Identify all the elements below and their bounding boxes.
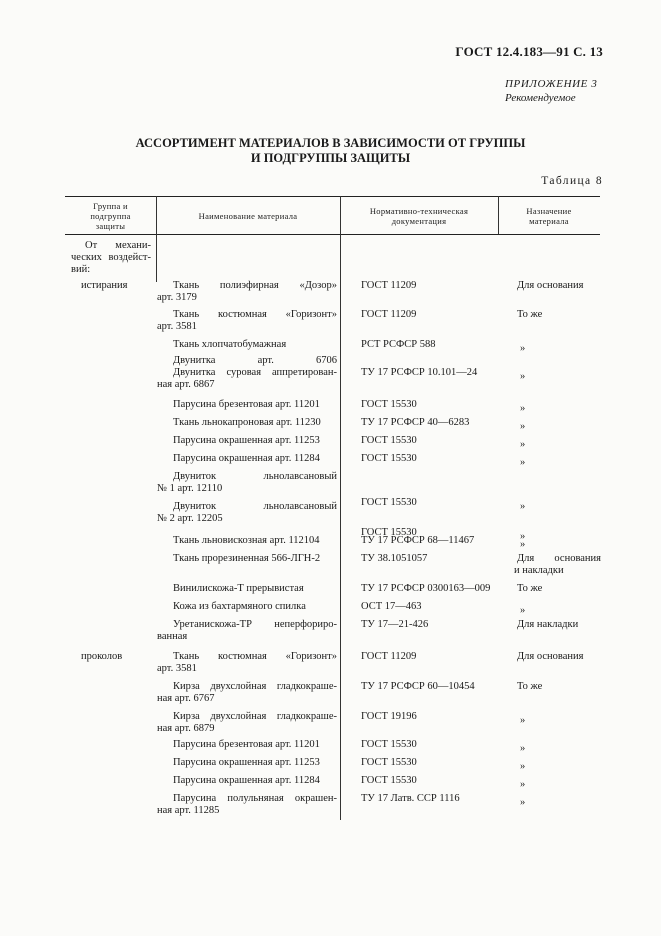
header-documentation: Нормативно-техническая документация [369,206,469,226]
material-purpose [517,280,601,292]
normative-document: ГОСТ 19196 [361,711,417,722]
material-purpose [517,743,601,755]
material-name-line: № 1 арт. 12110 [157,483,223,494]
material-purpose-line: и накладки [514,565,564,576]
material-name-line: Парусина окрашенная арт. 11284 [173,453,320,464]
material-name [157,453,337,465]
normative-document: ТУ 17 РСФСР 68—11467 [361,535,475,546]
material-purpose-line: » [520,715,526,726]
material-purpose [517,619,601,631]
material-purpose-line: » [520,761,526,772]
material-purpose [517,501,601,513]
material-name [157,399,337,411]
normative-document: ГОСТ 15530 [361,453,417,464]
material-name-line: Парусина брезентовая арт. 11201 [173,399,320,410]
material-name [157,619,337,643]
material-purpose [517,371,601,383]
material-name-line: Парусина окрашенная арт. 11253 [173,435,320,446]
material-purpose-line: То же [517,583,543,594]
subgroup-abrasion: истирания [81,280,128,291]
material-name-line: Кирза двухслойная гладкокраше- [173,681,337,692]
material-name [157,535,337,547]
normative-document: ГОСТ 15530 [361,739,417,750]
material-name [157,501,337,525]
normative-document: ГОСТ 15530 [361,527,417,538]
material-purpose [517,439,601,451]
material-purpose [517,779,601,791]
material-name-line: арт. 3179 [157,292,197,303]
material-purpose-line: » [520,403,526,414]
material-name-line: Ткань прорезиненная 566-ЛГН-2 [173,553,321,564]
material-purpose-line: » [520,371,526,382]
material-name-line: ная арт. 6879 [157,723,215,734]
material-purpose-line: » [520,743,526,754]
material-purpose-line: » [520,421,526,432]
material-purpose-line: » [520,343,526,354]
material-purpose-line: То же [517,681,543,692]
material-purpose [517,583,601,595]
normative-document: ТУ 17 РСФСР 0300163—009 [361,583,491,594]
material-purpose [517,681,601,693]
material-name [157,793,337,817]
normative-document: ТУ 17 РСФСР 60—10454 [361,681,475,692]
normative-document: ГОСТ 15530 [361,497,417,508]
material-name-line: Ткань льновискозная арт. 112104 [173,535,320,546]
material-name-line: Двуниток льнолавсановый [173,471,337,482]
material-purpose-line: » [520,797,526,808]
material-name [157,711,337,735]
group-mechanical: От механи- ческих воздейст- вий: [71,240,151,275]
material-name-line: Парусина брезентовая арт. 11201 [173,739,320,750]
material-name [157,339,337,351]
material-purpose [517,651,601,663]
appendix-status: Рекомендуемое [505,92,576,104]
material-name [157,651,337,675]
header-group: Группа и подгруппа защиты [90,201,131,231]
material-name [157,757,337,769]
material-name [157,471,337,495]
header-purpose: Назначение материала [526,206,572,226]
title-line-1: АССОРТИМЕНТ МАТЕРИАЛОВ В ЗАВИСИМОСТИ ОТ ГРУППЫ [135,136,526,150]
materials-table [65,196,600,820]
material-name-line: Винилискожа-Т прерывистая [173,583,304,594]
normative-document: ТУ 38.1051057 [361,553,428,564]
material-name-line: Двуниток льнолавсановый [173,501,337,512]
page-header: ГОСТ 12.4.183—91 С. 13 [455,44,603,59]
material-name [157,435,337,447]
material-purpose [517,403,601,415]
material-name-line: Ткань костюмная «Горизонт» [173,651,337,662]
material-name-line: арт. 3581 [157,321,197,332]
material-purpose-line: » [520,457,526,468]
material-purpose-line: » [520,501,526,512]
table-header-rule [65,234,600,235]
material-name-line: ная арт. 6867 [157,379,215,390]
material-purpose-line: » [520,531,526,542]
normative-document: РСТ РСФСР 588 [361,339,436,350]
normative-document: ГОСТ 15530 [361,399,417,410]
material-name-line: Кожа из бахтармяного спилка [173,601,306,612]
material-name [157,309,337,333]
normative-document: ГОСТ 11209 [361,280,417,291]
normative-document: ГОСТ 11209 [361,309,417,320]
material-purpose [517,343,601,355]
material-name [157,583,337,595]
normative-document: ГОСТ 15530 [361,757,417,768]
material-purpose-line: » [520,605,526,616]
material-name-line: ная арт. 11285 [157,805,220,816]
material-name [157,553,337,565]
material-name [157,601,337,613]
material-purpose [517,761,601,773]
material-name [157,280,337,304]
material-name-line: Парусина окрашенная арт. 11284 [173,775,320,786]
normative-document: ТУ 17—21-426 [361,619,429,630]
header-material-name: Наименование материала [198,211,298,221]
column-divider-2 [340,196,341,820]
material-purpose [517,309,601,321]
material-purpose-line: » [520,539,526,550]
material-name [157,417,337,429]
material-name-line: Кирза двухслойная гладкокраше- [173,711,337,722]
appendix-block [505,77,597,105]
material-purpose [517,421,601,433]
normative-document: ТУ 17 РСФСР 40—6283 [361,417,470,428]
appendix-label: ПРИЛОЖЕНИЕ 3 [505,78,598,90]
material-purpose [517,539,601,551]
material-name [157,739,337,751]
material-name-line: арт. 3581 [157,663,197,674]
material-purpose [517,605,601,617]
normative-document: ТУ 17 Латв. ССР 1116 [361,793,460,804]
normative-document: ГОСТ 11209 [361,651,417,662]
material-name-line: Ткань костюмная «Горизонт» [173,309,337,320]
material-name-line: Ткань льнокапроновая арт. 11230 [173,417,321,428]
material-name-line: Ткань полиэфирная «Дозор» [173,280,337,291]
material-name [157,355,337,391]
material-name [157,775,337,787]
material-purpose [517,715,601,727]
normative-document: ГОСТ 15530 [361,775,417,786]
material-purpose-line: » [520,439,526,450]
material-purpose [517,797,601,809]
material-purpose-line: То же [517,309,543,320]
material-name-line: № 2 арт. 12205 [157,513,223,524]
normative-document: ОСТ 17—463 [361,601,422,612]
normative-document: ТУ 17 РСФСР 10.101—24 [361,367,478,378]
material-purpose-line: Для накладки [517,619,579,630]
title-line-2: И ПОДГРУППЫ ЗАЩИТЫ [250,151,411,165]
material-name-line: Уретанискожа-ТР неперфориро- [173,619,337,630]
subgroup-puncture: проколов [81,651,123,662]
material-purpose-line: Для основания [517,553,601,564]
table-label: Таблица 8 [541,175,603,187]
material-purpose [517,457,601,469]
material-name-line: Парусина полульняная окрашен- [173,793,337,804]
column-divider-1-lower [156,234,157,282]
material-purpose-line: Для основания [517,280,584,291]
table-top-rule [65,196,600,197]
material-name-line: ная арт. 6767 [157,693,215,704]
normative-document: ГОСТ 15530 [361,435,417,446]
material-name-line: Двунитка арт. 6706 [173,355,337,366]
document-title [0,136,661,166]
material-purpose [514,553,601,577]
material-name-line: ванная [157,631,188,642]
material-name-line: Ткань хлопчатобумажная [173,339,287,350]
material-name-line: Двунитка суровая аппретирован- [173,367,337,378]
material-purpose-line: Для основания [517,651,584,662]
material-purpose-line: » [520,779,526,790]
material-name [157,681,337,705]
material-name-line: Парусина окрашенная арт. 11253 [173,757,320,768]
